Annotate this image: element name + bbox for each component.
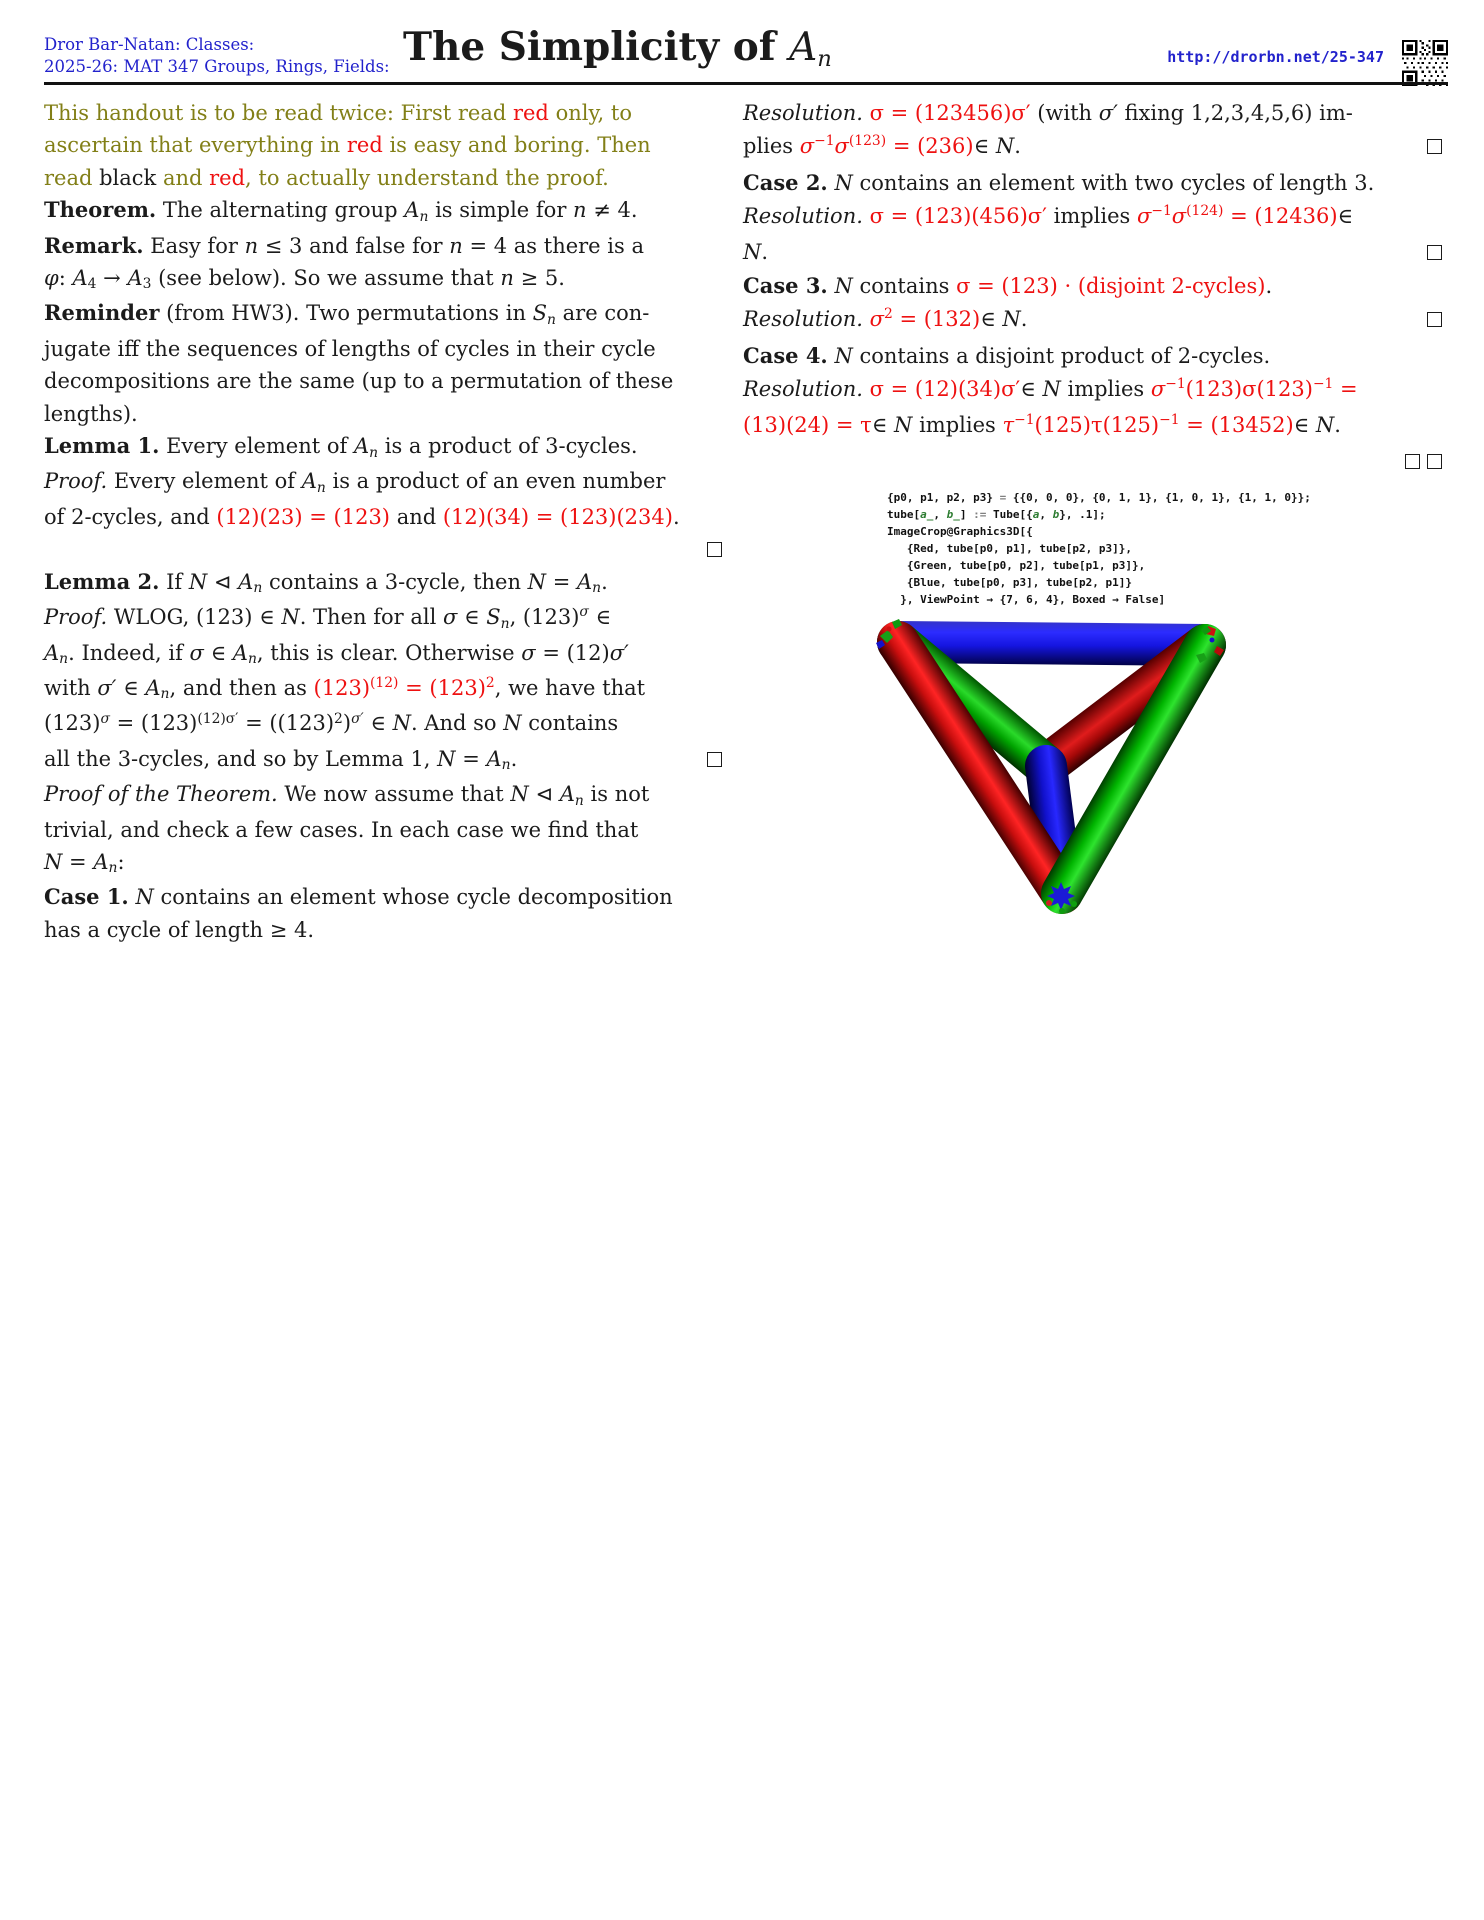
text-line: Reminder (from HW3). Two permutations in Sn are con- [44,300,650,328]
text-line: with σ′ ∈ An, and then as $(123)^{(12)} = (123)^2$, we have that [44,675,646,703]
tetrahedron-figure [856,598,1246,918]
text-line: Proof of the Theorem. We now assume that N ⊲ An is not [44,782,650,809]
text-line: φ: A4 → A3 (see below). So we assume that n ≥ 5. [44,266,565,293]
text-line: of 2-cycles, and (12)(23) = (123) and (12)(34) = (123)(234). [44,504,680,529]
line-end-marker [1398,445,1442,478]
qed-square [707,752,722,767]
text-line: read black and red, to actually understand the proof. [44,165,609,190]
course-info-line1: Dror Bar-Natan: Classes: [44,35,255,54]
text-line: Resolution. σ = (123456)σ′ (with σ′ fixing 1,2,3,4,5,6) im- [743,101,1353,125]
qed-square [1405,454,1420,469]
course-info [44,34,390,77]
text-line: N. [743,236,1442,269]
text-line: N = An: [44,849,125,877]
text-line: {Red, tube[p0, p1], tube[p2, p3]}, [887,542,1133,555]
text-line: plies $\sigma^{-1}\sigma^{(123)}$ = (236)∈ N. [743,130,1442,166]
code-block [887,489,1311,608]
text-line: Theorem. The alternating group An is simple for n ≠ 4. [44,197,638,225]
line-end-marker [1420,130,1442,163]
tube-blue-top [898,642,1205,645]
text-line: {Green, tube[p0, p2], tube[p1, p3]}, [887,559,1146,572]
text-line: Lemma 1. Every element of An is a product of 3-cycles. [44,433,638,461]
line-end-marker [1420,236,1442,269]
qed-square [1427,454,1442,469]
text-line: {Blue, tube[p0, p3], tube[p2, p1]} [887,576,1133,589]
text-line: This handout is to be read twice: First read red only, to [44,101,632,125]
text-line: lengths). [44,401,138,426]
text-line: An. Indeed, if σ ∈ An, this is clear. Otherwise σ = (12)σ′ [44,640,629,667]
title-math-sub-n: n [817,45,832,72]
text-line: Proof. Every element of An is a product of an even number [44,469,666,496]
text-line: {p0, p1, p2, p3} = {{0, 0, 0}, {0, 1, 1}, {1, 0, 1}, {1, 1, 0}}; [887,491,1311,504]
text-line [743,445,1442,478]
text-line: ImageCrop@Graphics3D[{ [887,525,1033,538]
text-line: Resolution. σ = (123)(456)σ′ implies $\sigma^{-1}\sigma^{(124)}$ = (12436)∈ [743,203,1354,228]
line-end-marker [700,743,722,775]
text-line: $(123)^\sigma = (123)^{(12)\sigma'} = ((123)^2)^{\sigma'}$ ∈ N. And so N contains [44,710,619,736]
text-line: Resolution. σ = (12)(34)σ′∈ N implies $\sigma^{-1}(123)\sigma(123)^{-1}$ = [743,376,1358,401]
handout-url-link[interactable]: http://drorbn.net/25-347 [1167,48,1384,66]
text-line: jugate iff the sequences of lengths of cycles in their cycle [44,336,656,361]
qr-code [1402,40,1448,86]
right-column [743,97,1442,478]
text-line [44,533,722,565]
text-line: ascertain that everything in red is easy and boring. Then [44,133,651,158]
text-line: trivial, and check a few cases. In each case we find that [44,817,639,842]
text-line: Proof. WLOG, (123) ∈ N. Then for all σ ∈ Sn, $(123)^\sigma$ ∈ [44,604,612,632]
text-line: Remark. Easy for n ≤ 3 and false for n = 4 as there is a [44,232,644,258]
text-line: Case 2. N contains an element with two cycles of length 3. [743,170,1375,195]
qed-square [1427,139,1442,154]
text-line: Resolution. $\sigma^2$ = (132)∈ N. [743,303,1442,339]
qed-square [1427,312,1442,327]
course-info-line2: 2025-26: MAT 347 Groups, Rings, Fields: [44,56,390,76]
text-line: }, ViewPoint → {7, 6, 4}, Boxed → False] [887,593,1166,606]
qed-square [1427,245,1442,260]
text-line: Case 1. N contains an element whose cycle decomposition [44,884,673,910]
text-line: Case 4. N contains a disjoint product of 2-cycles. [743,343,1271,368]
text-line: decompositions are the same (up to a permutation of these [44,369,674,394]
text-line: all the 3-cycles, and so by Lemma 1, N = An. [44,743,722,778]
page-title [403,24,832,70]
text-line: tube[a_, b_] := Tube[{a, b}, .1]; [887,508,1106,521]
title-text: The Simplicity of [403,24,790,70]
text-line: (13)(24) = τ∈ N implies $\tau^{-1}(125)\tau(125)^{-1}$ = (13452)∈ N. [743,412,1341,437]
text-line: has a cycle of length ≥ 4. [44,917,315,942]
text-line: Lemma 2. If N ⊲ An contains a 3-cycle, then N = An. [44,568,608,597]
header-rule [44,82,1448,85]
left-column [44,97,722,946]
qed-square [707,542,722,557]
line-end-marker [1420,303,1442,336]
line-end-marker [700,533,722,565]
title-math-A: A [789,25,818,70]
text-line: Case 3. N contains σ = (123) · (disjoint 2-cycles). [743,273,1273,298]
